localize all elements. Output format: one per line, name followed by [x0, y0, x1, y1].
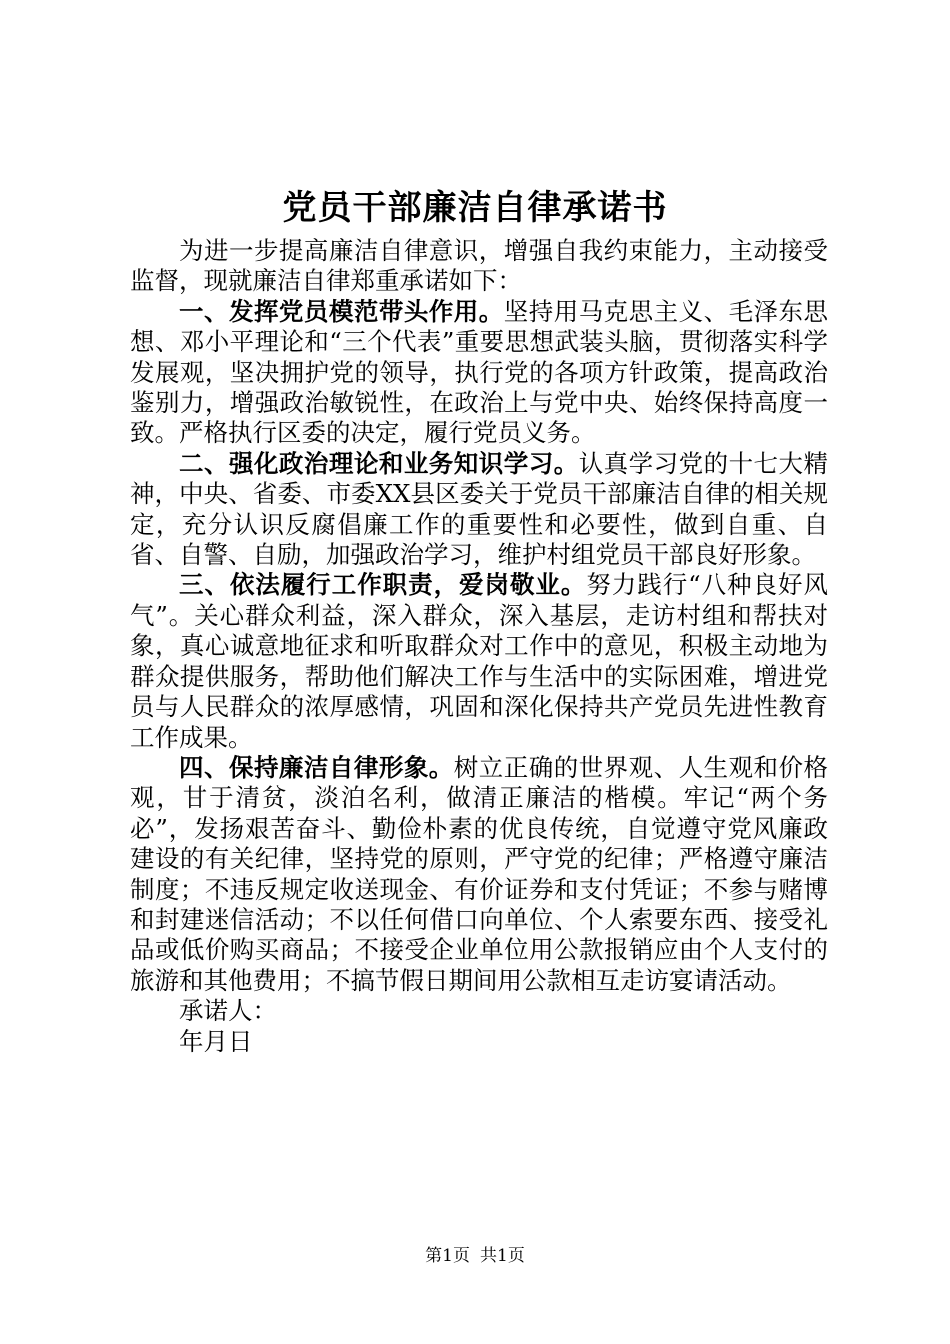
- page-total: 共1页: [480, 1246, 525, 1266]
- section-text-1: 坚持用马克思主义、毛泽东思想、邓小平理论和“三个代表”重要思想武装头脑，贯彻落实科学发展观，坚决拥护党的领导，执行党的各项方针政策，提高政治鉴别力，增强政治敏锐性，在政治上与党中央、始终保持高度一致。严格执行区委的决定，履行党员义务。: [130, 296, 829, 448]
- section-heading-3: 三、依法履行工作职责，爱岗敬业。: [179, 570, 587, 600]
- document-title: 党员干部廉洁自律承诺书: [282, 188, 668, 228]
- page-footer: [0, 1244, 950, 1268]
- section-text-4: 树立正确的世界观、人生观和价格观，甘于清贫，淡泊名利，做清正廉洁的楷模。牢记“两个务必”，发扬艰苦奋斗、勤俭朴素的优良传统，自觉遵守党风廉政建设的有关纪律，坚持党的原则，严守党的纪律；严格遵守廉洁制度；不违反规定收送现金、有价证券和支付凭证；不参与赌博和封建迷信活动；不以任何借口向单位、个人索要东西、接受礼品或低价购买商品；不接受企业单位用公款报销应由个人支付的旅游和其他费用；不搞节假日期间用公款相互走访宴请活动。: [130, 752, 828, 995]
- section-text-3: 努力践行“八种良好风气”。关心群众利益，深入群众，深入基层，走访村组和帮扶对象，真心诚意地征求和听取群众对工作中的意见，积极主动地为群众提供服务，帮助他们解决工作与生活中的实际困难，增进党员与人民群众的浓厚感情，巩固和深化保持共产党员先进性教育工作成果。: [130, 570, 828, 752]
- intro-paragraph: 为进一步提高廉洁自律意识，增强自我约束能力，主动接受监督，现就廉洁自律郑重承诺如下：: [130, 236, 828, 296]
- document-body: [130, 236, 828, 1057]
- signature-label: 承诺人：: [179, 996, 277, 1026]
- section-heading-4: 四、保持廉洁自律形象。: [179, 752, 454, 782]
- section-paragraph-4: [130, 753, 828, 996]
- section-paragraph-2: [130, 449, 828, 571]
- section-paragraph-3: [130, 570, 828, 752]
- section-text-2: 认真学习党的十七大精神，中央、省委、市委XX县区委关于党员干部廉洁自律的相关规定，充分认识反腐倡廉工作的重要性和必要性，做到自重、自省、自警、自励，加强政治学习，维护村组党员干部良好形象。: [130, 448, 829, 570]
- page-number: 第1页: [425, 1246, 470, 1266]
- section-heading-1: 一、发挥党员模范带头作用。: [179, 296, 504, 326]
- section-paragraph-1: [130, 297, 828, 449]
- section-heading-2: 二、强化政治理论和业务知识学习。: [179, 448, 579, 478]
- date-label: 年月日: [179, 1026, 253, 1056]
